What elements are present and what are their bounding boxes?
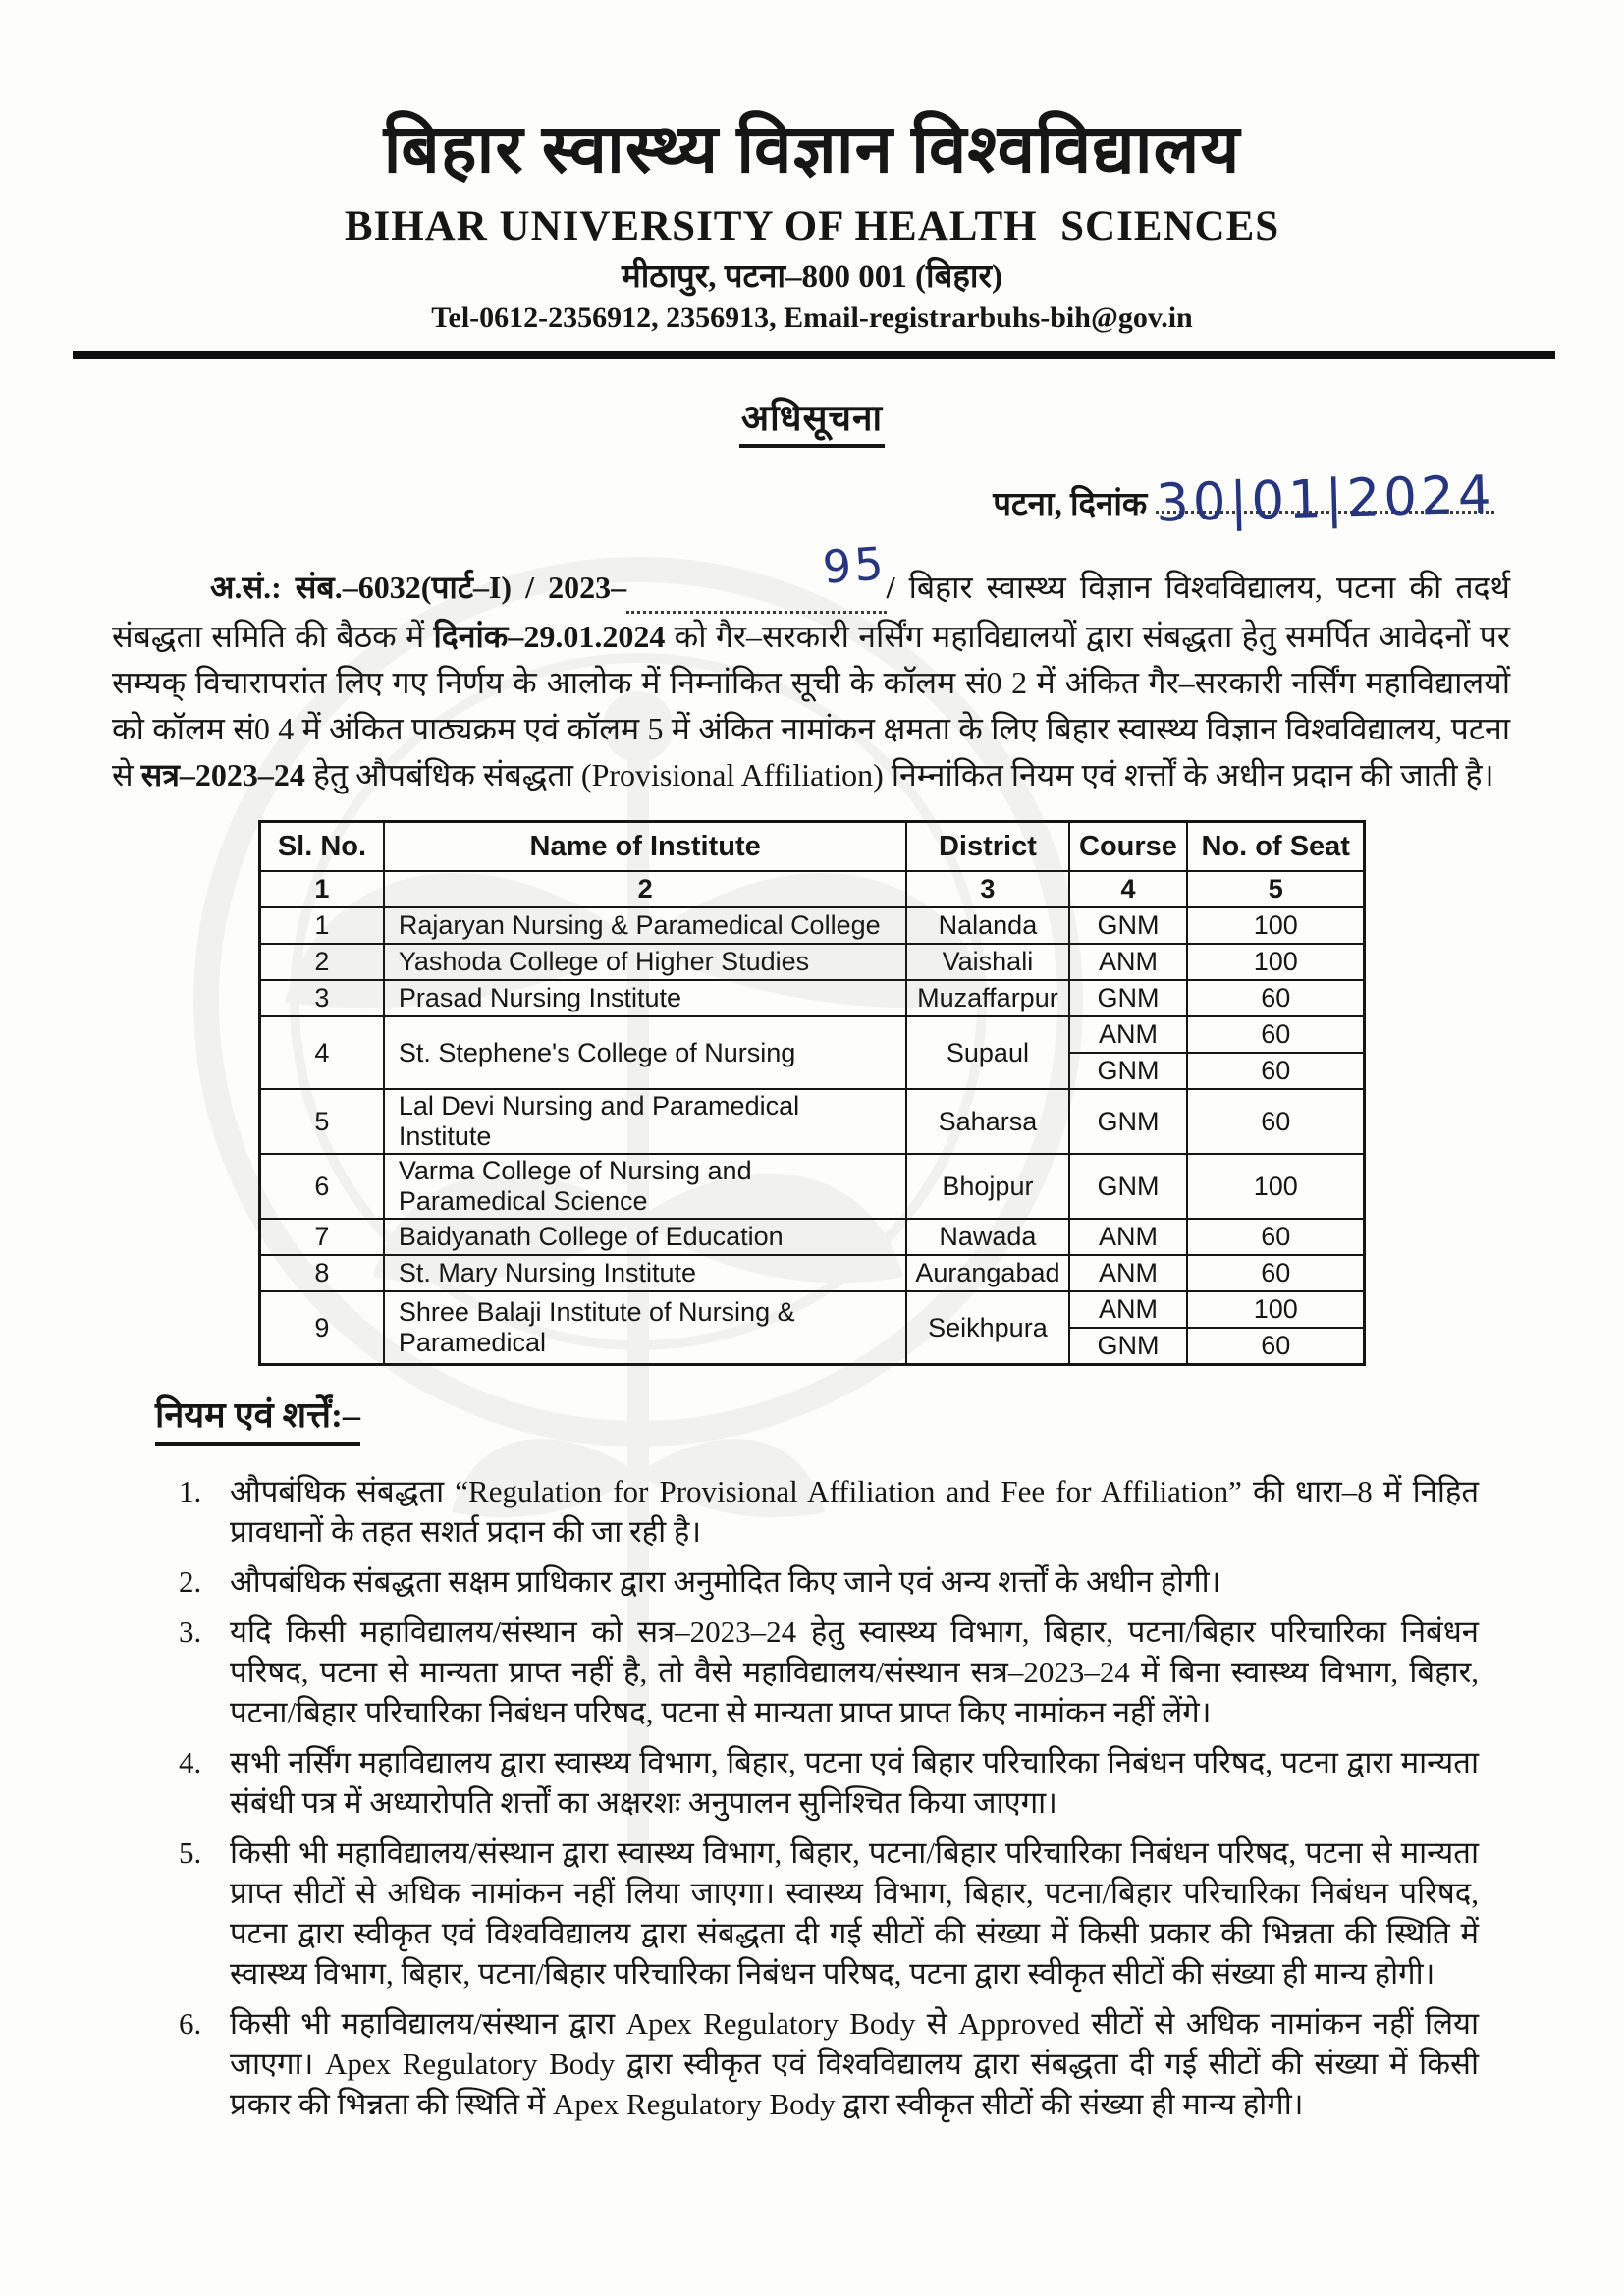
university-title-english: BIHAR UNIVERSITY OF HEALTH SCIENCES (344, 203, 1280, 249)
text-segment: Approved (958, 2006, 1081, 2041)
header-divider (73, 351, 1555, 359)
term-number: 6. (179, 2006, 202, 2041)
column-number: 1 (260, 871, 384, 907)
table-cell: Baidyanath College of Education (384, 1219, 906, 1255)
table-cell: 100 (1187, 907, 1364, 944)
header-row (260, 822, 1365, 872)
text-segment: सभी नर्सिंग महाविद्यालय द्वारा स्वास्थ्य विभाग, बिहार, पटना एवं बिहार परिचारिका निबंधन परिषद, पटना द्वारा मान्यता संबंधी पत्र में अध्यारोपति शर्त्तों का अक्षरशः अनुपालन सुनिश्चित किया जाएगा। (230, 1745, 1479, 1820)
text-segment: सीटों से अधिक नामांकन नहीं लिया जाएगा। (230, 2006, 1479, 2081)
table-row (260, 980, 1365, 1016)
text-segment: की धारा–8 में निहित प्रावधानों के तहत सशर्त प्रदान की जा रही है। (230, 1474, 1479, 1549)
table-row (260, 1255, 1365, 1291)
column-header: Course (1069, 822, 1188, 872)
table-cell: GNM (1069, 907, 1188, 944)
table-cell: ANM (1069, 1255, 1188, 1291)
reference-dotted-slot (626, 536, 889, 614)
table-row (260, 1291, 1365, 1328)
table-cell: 7 (260, 1219, 384, 1255)
table-row (260, 1089, 1365, 1154)
table-body (260, 907, 1365, 1365)
table-cell: 60 (1187, 1053, 1364, 1089)
column-number: 3 (906, 871, 1068, 907)
terms-list (179, 1471, 1479, 2124)
term-item (179, 1471, 1479, 1552)
date-dotted-slot (1154, 465, 1495, 534)
date-line (0, 467, 1494, 540)
text-segment: यदि किसी महाविद्यालय/संस्थान को सत्र–2023–24 हेतु स्वास्थ्य विभाग, बिहार, पटना/बिहार परिचारिका निबंधन परिषद, पटना से मान्यता प्राप्त नहीं है, तो वैसे महाविद्यालय/संस्थान सत्र–2023–24 में बिना स्वास्थ्य विभाग, बिहार, पटना/बिहार परिचारिका निबंधन परिषद, पटना से मान्यता प्राप्त प्राप्त किए नामांकन नहीं लेंगे। (230, 1614, 1479, 1729)
handwritten-date: 30|01|2024 (1154, 465, 1495, 534)
table-cell: Prasad Nursing Institute (384, 980, 906, 1016)
column-number-row (260, 871, 1365, 907)
text-segment: सत्र–2023–24 (140, 757, 305, 793)
university-address: मीठापुर, पटना–800 001 (बिहार) (622, 259, 1002, 295)
affiliation-table (258, 820, 1366, 1366)
table-cell: 60 (1187, 980, 1364, 1016)
table-cell: Aurangabad (906, 1255, 1068, 1291)
text-segment: “Regulation for Provisional Affiliation and Fee for Affiliation” (455, 1474, 1242, 1508)
table-cell: 9 (260, 1291, 384, 1365)
table-cell: 60 (1187, 1219, 1364, 1255)
table-cell: Seikhpura (906, 1291, 1068, 1365)
table-cell: GNM (1069, 1154, 1188, 1219)
table-cell: Yashoda College of Higher Studies (384, 944, 906, 980)
table-cell: 60 (1187, 1089, 1364, 1154)
table-cell: ANM (1069, 1016, 1188, 1053)
text-segment: औपबंधिक संबद्धता सक्षम प्राधिकार द्वारा अनुमोदित किए जाने एवं अन्य शर्त्तों के अधीन होगी। (230, 1564, 1221, 1599)
table-cell: Vaishali (906, 944, 1068, 980)
table-cell: 100 (1187, 944, 1364, 980)
reference-number-prefix: अ.सं.: संब.–6032(पार्ट–I) / 2023– (210, 570, 627, 605)
term-number: 3. (179, 1614, 202, 1649)
column-number: 4 (1069, 871, 1188, 907)
text-segment: हेतु औपबंधिक संबद्धता (304, 757, 581, 793)
table-cell: 5 (260, 1089, 384, 1154)
table-cell: 6 (260, 1154, 384, 1219)
term-item (179, 1832, 1479, 1994)
table-cell: 60 (1187, 1255, 1364, 1291)
table-cell: GNM (1069, 1328, 1188, 1365)
table-cell: Muzaffarpur (906, 980, 1068, 1016)
table-cell: GNM (1069, 980, 1188, 1016)
table-cell: Supaul (906, 1016, 1068, 1089)
text-segment: को गैर–सरकारी नर्सिंग महाविद्यालयों द्वारा संबद्धता हेतु समर्पित आवेदनों पर सम्यक् विचारापरांत लिए गए निर्णय के आलोक में निम्नांकित सूची के कॉलम सं0 2 में अंकित गैर–सरकारी नर्सिंग महाविद्यालयों को कॉलम सं0 4 में अंकित पाठ्यक्रम एवं कॉलम 5 में अंकित नामांकन क्षमता के लिए बिहार स्वास्थ्य विज्ञान विश्वविद्यालय, पटना से (112, 619, 1510, 793)
table-cell: Lal Devi Nursing and Paramedical Institute (384, 1089, 906, 1154)
table-cell: ANM (1069, 1291, 1188, 1328)
term-item (179, 2003, 1479, 2124)
text-segment: निम्नांकित नियम एवं शर्त्तों के अधीन प्रदान की जाती है। (883, 757, 1494, 793)
text-segment: दिनांक–29.01.2024 (433, 619, 666, 654)
text-segment: Apex Regulatory Body (553, 2087, 836, 2121)
table-cell: Bhojpur (906, 1154, 1068, 1219)
table-cell: Nawada (906, 1219, 1068, 1255)
table-cell: 100 (1187, 1291, 1364, 1328)
table-cell: 8 (260, 1255, 384, 1291)
table-row (260, 1154, 1365, 1219)
column-header: No. of Seat (1187, 822, 1364, 872)
table-cell: ANM (1069, 944, 1188, 980)
term-number: 1. (179, 1474, 202, 1508)
university-title-hindi: बिहार स्वास्थ्य विज्ञान विश्वविद्यालय (383, 112, 1241, 187)
term-number: 2. (179, 1564, 202, 1599)
text-segment: औपबंधिक संबद्धता (230, 1474, 456, 1508)
letterhead (0, 0, 1624, 333)
table-cell: 4 (260, 1016, 384, 1089)
text-segment: (Provisional Affiliation) (580, 757, 884, 793)
table-cell: 1 (260, 907, 384, 944)
table-cell: 100 (1187, 1154, 1364, 1219)
term-number: 4. (179, 1745, 202, 1779)
table-cell: 3 (260, 980, 384, 1016)
text-segment: बिहार स्वास्थ्य विज्ञान विश्वविद्यालय, पटना की तदर्थ संबद्धता समिति की बैठक में (112, 570, 1510, 654)
term-item (179, 1742, 1479, 1823)
table-cell: Saharsa (906, 1089, 1068, 1154)
table-cell: St. Stephene's College of Nursing (384, 1016, 906, 1089)
table-row (260, 1219, 1365, 1255)
table-cell: Shree Balaji Institute of Nursing & Paramedical (384, 1291, 906, 1365)
table-cell: Varma College of Nursing and Paramedical Science (384, 1154, 906, 1219)
term-item (179, 1612, 1479, 1732)
table-cell: Rajaryan Nursing & Paramedical College (384, 907, 906, 944)
text-segment: द्वारा स्वीकृत एवं विश्वविद्यालय द्वारा संबद्धता दी गई सीटों की संख्या में किसी प्रकार की भिन्नता की स्थिति में (230, 2047, 1479, 2121)
notice-heading: अधिसूचना (739, 391, 885, 448)
table-cell: Nalanda (906, 907, 1068, 944)
table-cell: GNM (1069, 1053, 1188, 1089)
column-number: 5 (1187, 871, 1364, 907)
table-cell: GNM (1069, 1089, 1188, 1154)
table-cell: 2 (260, 944, 384, 980)
text-segment: से (915, 2006, 959, 2041)
column-header: Name of Institute (384, 822, 906, 872)
table-row (260, 944, 1365, 980)
column-number: 2 (384, 871, 906, 907)
date-label: पटना, दिनांक (993, 487, 1148, 522)
table-row (260, 1016, 1365, 1053)
table-cell: 60 (1187, 1328, 1364, 1365)
table-cell: ANM (1069, 1219, 1188, 1255)
main-paragraph (112, 536, 1510, 798)
table-cell: St. Mary Nursing Institute (384, 1255, 906, 1291)
term-number: 5. (179, 1835, 202, 1870)
text-segment: Apex Regulatory Body (625, 2006, 916, 2041)
column-header: District (906, 822, 1068, 872)
text-segment: द्वारा स्वीकृत सीटों की संख्या ही मान्य होगी। (835, 2087, 1304, 2121)
table-cell: 60 (1187, 1016, 1364, 1053)
handwritten-reference-number: 95 (821, 536, 889, 594)
reference-separator: / (886, 570, 895, 605)
column-header: Sl. No. (260, 822, 384, 872)
terms-heading: नियम एवं शर्त्तें:– (155, 1390, 360, 1446)
text-segment: किसी भी महाविद्यालय/संस्थान द्वारा स्वास्थ्य विभाग, बिहार, पटना/बिहार परिचारिका निबंधन परिषद, पटना से मान्यता प्राप्त सीटों से अधिक नामांकन नहीं लिया जाएगा। स्वास्थ्य विभाग, बिहार, पटना/बिहार परिचारिका निबंधन परिषद, पटना द्वारा स्वीकृत एवं विश्वविद्यालय द्वारा संबद्धता दी गई सीटों की संख्या में किसी प्रकार की भिन्नता की स्थिति में स्वास्थ्य विभाग, बिहार, पटना/बिहार परिचारिका निबंधन परिषद, पटना द्वारा स्वीकृत सीटों की संख्या ही मान्य होगी। (230, 1835, 1479, 1991)
table-row (260, 907, 1365, 944)
term-item (179, 1561, 1479, 1602)
text-segment: Apex Regulatory Body (325, 2047, 616, 2081)
university-contact: Tel-0612-2356912, 2356913, Email-registrarbuhs-bih@gov.in (431, 301, 1193, 334)
table-head (260, 822, 1365, 908)
text-segment: किसी भी महाविद्यालय/संस्थान द्वारा (230, 2006, 626, 2041)
